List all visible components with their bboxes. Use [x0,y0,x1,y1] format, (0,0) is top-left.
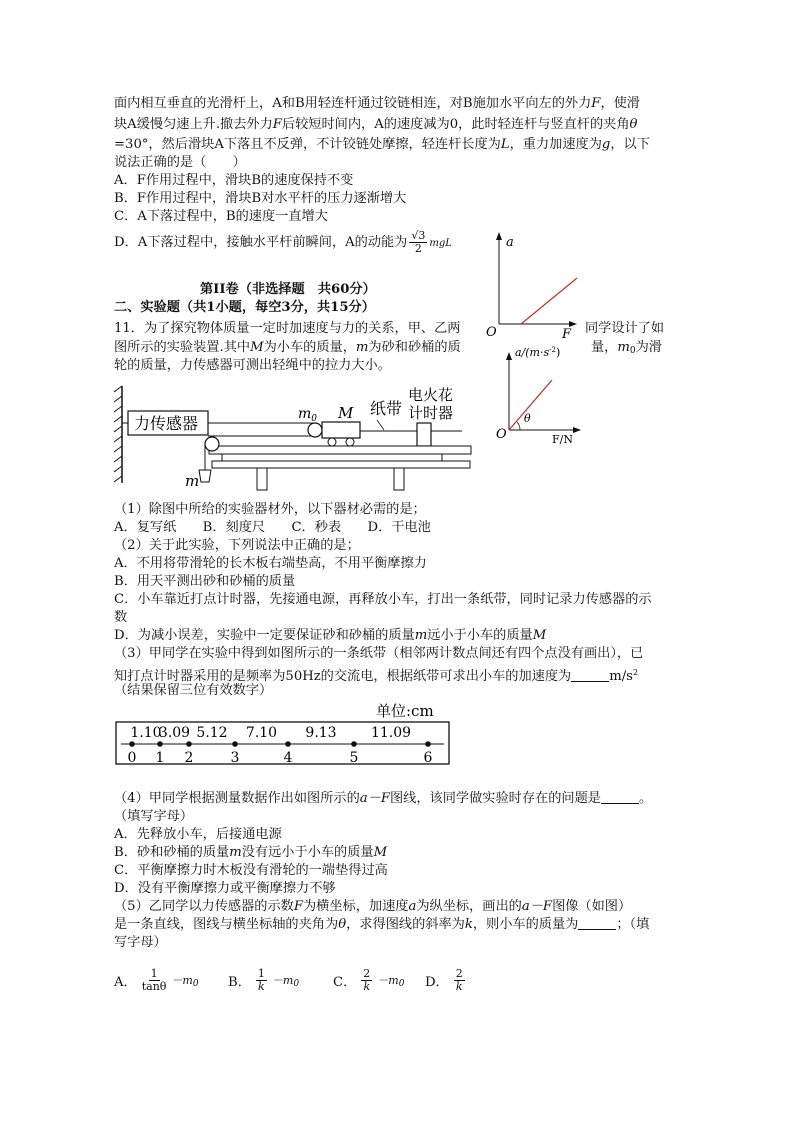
paper-tape-figure [114,700,454,768]
fixed-pulley [205,437,219,451]
tape-point [351,741,357,747]
tape-segment-label: 7.10 [245,725,278,741]
cart-wheel [346,438,354,446]
tape-point [129,741,135,747]
answer-blank[interactable] [571,669,609,682]
p2-option-d: D．为减小误差，实验中一定要保证砂和砂桶的质量m远小于小车的质量M [114,628,547,643]
q11-line1-right: 同学设计了如 [585,321,665,336]
table-leg [394,468,404,490]
wall-hatch [114,386,122,482]
tape-point-label: 0 [127,750,137,766]
track-base [222,454,442,461]
sand-bucket [199,470,211,482]
p1-options: A．复写纸 B．刻度尺 C．秒表 D．干电池 [114,520,431,535]
angle-arc [517,422,520,430]
p3-line1: （3）甲同学在实验中得到如图所示的一条纸带（相邻两计数点间还有四个点没有画出），已 [114,646,644,661]
answer-blank[interactable] [578,917,616,930]
p1-question: （1）除图中所给的实验器材外，以下器材必需的是； [114,502,426,517]
tape-segment-label: 11.09 [370,725,412,741]
tape-point [186,741,192,747]
p4-line2: （填写字母） [114,809,194,824]
p5-line1: （5）乙同学以力传感器的示数F为横坐标，加速度a为纵坐标，画出的a－F图像（如图） [114,899,632,914]
graph-line [521,278,577,324]
p3-line2: 知打点计时器采用的是频率为50Hz的交流电，根据纸带可求出小车的加速度为 $m/s^2$ [114,668,639,684]
tape-segment-label: 5.12 [196,725,228,741]
cart-mass-label: M [338,404,354,422]
y-label: $a/(m\cdot s^{-2})$ [515,346,561,359]
fraction: $\frac{2}{k}$ [363,967,371,993]
graph-a-f-1 [482,228,592,340]
p2-option-c-cont: 数 [114,610,128,625]
moving-pulley [308,423,322,437]
long-board [209,446,471,454]
q10-line1: 面内相互垂直的光滑杆上，A和B用轻连杆通过铰链相连，对B施加水平向左的外力F，使滑 [114,96,640,111]
tape-pointer [377,420,384,430]
fraction: $\frac{1}{k}$ [257,967,265,993]
tape-segment-label: 3.09 [158,725,191,741]
q10-line3: =30°，然后滑块A下落且不反弹，不计铰链处摩擦，轻连杆长度为L，重力加速度为g，以下 [114,137,650,152]
origin-label: O [486,325,497,340]
sqrt3-over-2: $\frac{√3}{2}$ [411,229,426,255]
m0-label: $m_0$ [298,406,318,424]
cart [322,422,360,438]
tape-point-label: 6 [423,750,433,766]
fraction: $\frac{2}{k}$ [455,967,463,993]
section-title: 第II卷（非选择题 共60分） [200,282,376,297]
tape-point-label: 5 [349,750,359,766]
p5-option-b: B． $\frac{1}{k}$ $-m_0$ [228,967,300,993]
x-label: F [562,327,572,340]
p5-line3: 写字母） [114,935,167,950]
p4-option-d: D．没有平衡摩擦力或平衡摩擦力不够 [114,881,336,896]
p5-option-c: C． $\frac{2}{k}$ $-m_0$ [333,967,405,993]
section-heading: 二、实验题（共1小题，每空3分，共15分） [114,300,375,315]
tape-point [285,741,291,747]
y-arrow-icon [496,232,502,240]
p2-option-c: C．小车靠近打点计时器，先接通电源，再释放小车，打出一条纸带，同时记录力传感器的示 [114,592,652,607]
p4-line1: （4）甲同学根据测量数据作出如图所示的a－F图线，该同学做实验时存在的问题是 。 [114,791,653,806]
cart-wheel [328,438,336,446]
spark-timer [417,423,431,446]
q11-line2: 图所示的实验装置.其中M为小车的质量，m为砂和砂桶的质 [114,340,461,355]
tape-point [425,741,431,747]
p2-option-a: A．不用将带滑轮的长木板右端垫高，不用平衡摩擦力 [114,556,427,571]
p3-line3: （结果保留三位有效数字） [114,683,273,698]
answer-blank[interactable] [601,791,639,804]
y-arrow-icon [506,352,512,360]
x-arrow-icon [573,427,581,433]
tape-point [157,741,163,747]
p5-line2: 是一条直线，图线与横坐标轴的夹角为θ，求得图线的斜率为k，则小车的质量为 ；（填 [114,917,650,932]
q10-option-b: B．F作用过程中，滑块B对水平杆的压力逐渐增大 [114,191,407,206]
bucket-mass-label: m [185,472,200,490]
q11-line1: 11．为了探究物体质量一定时加速度与力的关系，甲、乙两 [114,321,461,336]
q10-line4: 说法正确的是（ ） [114,155,246,170]
tape-point-label: 1 [155,750,165,766]
tape-point-label: 4 [283,750,293,766]
q10-option-c: C．A下落过程中，B的速度一直增大 [114,209,328,224]
q10-option-d: D．A下落过程中，接触水平杆前瞬间，A的动能为 $\frac{√3}{2}$ mgL [114,229,452,255]
force-sensor-label: 力传感器 [134,414,199,433]
p4-option-c: C．平衡摩擦力时木板没有滑轮的一端垫得过高 [114,863,388,878]
tape-segment-label: 1.10 [130,725,162,741]
timer-label-line2: 计时器 [408,404,454,422]
graph-a-f-2 [484,340,594,448]
q11-line2-right: 量，$m_0$为滑 [591,340,662,356]
timer-label-line1: 电火花 [408,386,454,404]
p5-option-a: A． $\frac{1}{\tan\theta}$ $-m_0$ [114,967,199,993]
q10-option-a: A．F作用过程中，滑块B的速度保持不变 [114,173,354,188]
p2-option-b: B．用天平测出砂和砂桶的质量 [114,574,296,589]
p5-option-d: D． $\frac{2}{k}$ [425,967,463,993]
apparatus-diagram [112,378,477,498]
table-top [212,461,470,468]
x-label: F/N [552,433,573,446]
tape-segment-label: 9.13 [305,725,337,741]
q11-line3: 轮的质量，力传感器可测出轻绳中的拉力大小。 [114,358,391,373]
tape-point-label: 3 [230,750,240,766]
paper-tape-label: 纸带 [370,399,403,418]
tape-unit-label: 单位:cm [376,702,434,720]
q10-line2: 块A缓慢匀速上升.撤去外力F后较短时间内，A的速度减为0，此时轻连杆与竖直杆的夹角θ [114,117,638,132]
table-leg [257,468,267,490]
tape-point [232,741,238,747]
p2-question: （2）关于此实验，下列说法中正确的是； [114,538,360,553]
fraction: $\frac{1}{\tan\theta}$ [141,967,167,993]
origin-label: O [496,427,507,442]
p4-option-a: A．先释放小车，后接通电源 [114,827,282,842]
tape-point-label: 2 [184,750,194,766]
p4-option-b: B．砂和砂桶的质量m没有远小于小车的质量M [114,845,388,860]
y-label: a [506,235,514,250]
angle-label: θ [524,412,531,425]
